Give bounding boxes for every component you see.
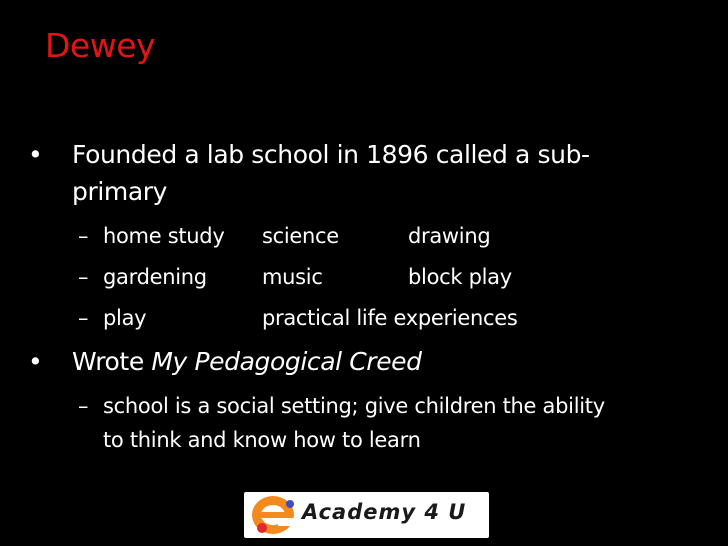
sub-dash: – [78,265,89,289]
bullet-prefix: Wrote [72,347,152,376]
bullet-line-1: Founded a lab school in 1896 called a sub- [72,140,590,169]
activity-col-1: home study [103,224,225,248]
activity-col-1: play [103,306,147,330]
creed-line-1: school is a social setting; give children the ability [103,394,605,418]
creed-text [103,389,678,457]
bullet-line-2: primary [72,177,168,206]
academy-logo [244,492,489,538]
activity-col-3: drawing [408,224,491,248]
activity-col-2: practical life experiences [262,306,518,330]
book-title: My Pedagogical Creed [151,347,422,376]
creed-line-2: to think and know how to learn [103,428,421,452]
bullet-dot: • [28,140,43,169]
sub-dash: – [78,224,89,248]
activity-col-3: block play [408,265,512,289]
e-letter-logo-icon [250,494,296,536]
slide-title: Dewey [45,26,156,65]
logo-text: Academy 4 U [302,500,467,524]
bullet-dot: • [28,347,43,376]
sub-dash: – [78,394,89,418]
activity-col-2: science [262,224,339,248]
bullet-text [72,136,672,210]
sub-dash: – [78,306,89,330]
bullet-text [72,343,672,380]
activity-col-1: gardening [103,265,207,289]
activity-col-2: music [262,265,323,289]
